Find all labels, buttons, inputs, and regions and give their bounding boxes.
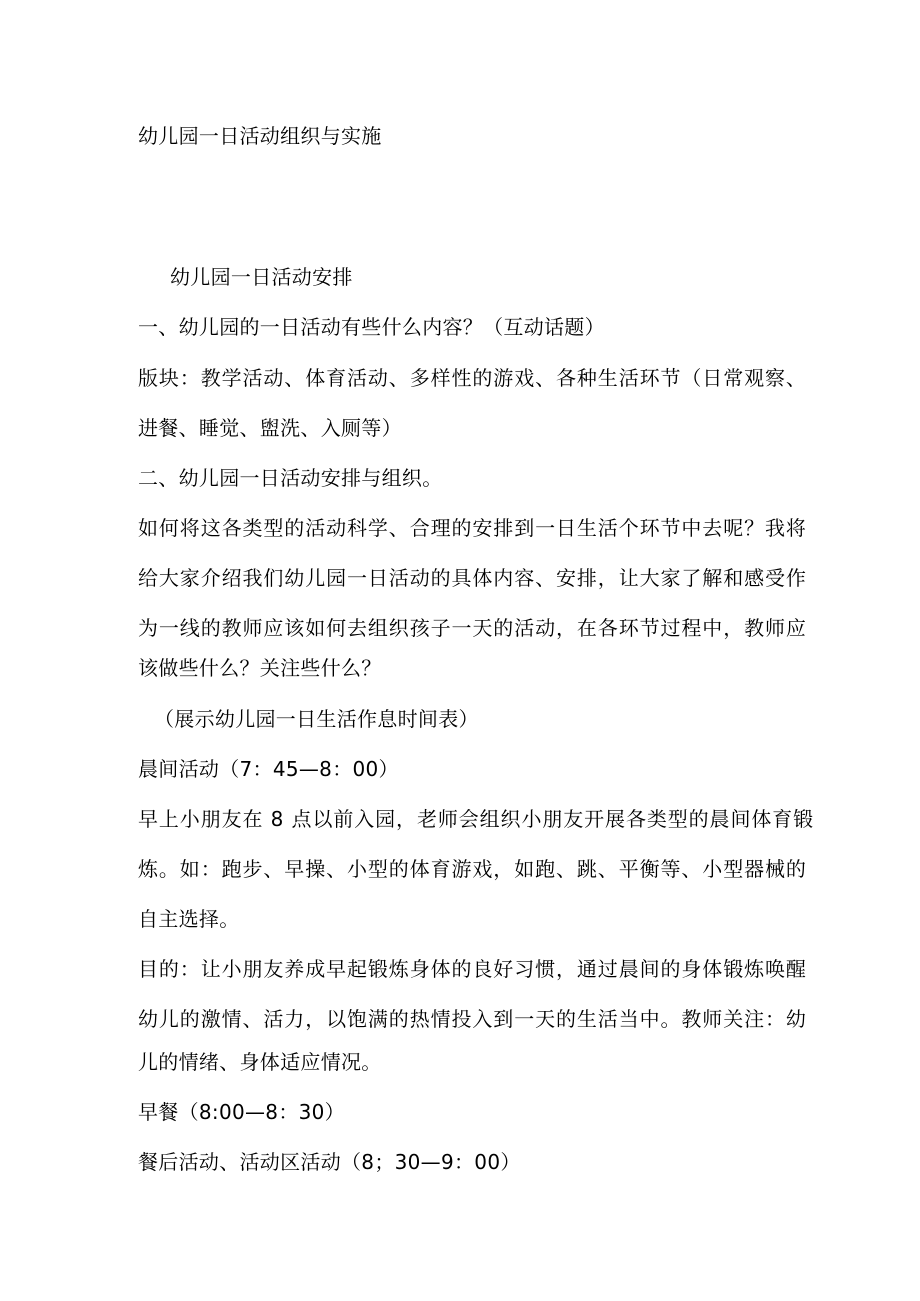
paragraph-line: 给大家介绍我们幼儿园一日活动的具体内容、安排，让大家了解和感受作 <box>138 566 807 590</box>
paragraph-line: 自主选择。 <box>138 907 240 931</box>
schedule-item-morning: 晨间活动（7：45—8：00） <box>138 757 399 781</box>
section-subtitle: 幼儿园一日活动安排 <box>170 265 353 289</box>
document-title: 幼儿园一日活动组织与实施 <box>138 124 382 148</box>
heading-one: 一、幼儿园的一日活动有些什么内容？（互动话题） <box>138 315 605 339</box>
heading-two: 二、幼儿园一日活动安排与组织。 <box>138 466 443 490</box>
schedule-item-after-meal: 餐后活动、活动区活动（8；30—9：00） <box>138 1150 521 1174</box>
paragraph-line: 如何将这各类型的活动科学、合理的安排到一日生活个环节中去呢？我将 <box>138 516 807 540</box>
paragraph-line: 目的：让小朋友养成早起锻炼身体的良好习惯，通过晨间的身体锻炼唤醒 <box>138 957 807 981</box>
paragraph-line: 版块：教学活动、体育活动、多样性的游戏、各种生活环节（日常观察、 <box>138 366 807 390</box>
paragraph-line: 幼儿的激情、活力，以饱满的热情投入到一天的生活当中。教师关注：幼 <box>138 1007 807 1031</box>
paragraph-line: 炼。如：跑步、早操、小型的体育游戏，如跑、跳、平衡等、小型器械的 <box>138 857 807 881</box>
schedule-note: （展示幼儿园一日生活作息时间表） <box>154 707 479 731</box>
paragraph-line: 儿的情绪、身体适应情况。 <box>138 1050 382 1074</box>
paragraph-line: 该做些什么？关注些什么？ <box>138 656 382 680</box>
schedule-item-breakfast: 早餐（8:00—8：30） <box>138 1100 345 1124</box>
paragraph-line: 早上小朋友在 8 点以前入园，老师会组织小朋友开展各类型的晨间体育锻 <box>138 807 815 831</box>
paragraph-line: 进餐、睡觉、盥洗、入厕等） <box>138 416 402 440</box>
paragraph-line: 为一线的教师应该如何去组织孩子一天的活动，在各环节过程中，教师应 <box>138 616 807 640</box>
